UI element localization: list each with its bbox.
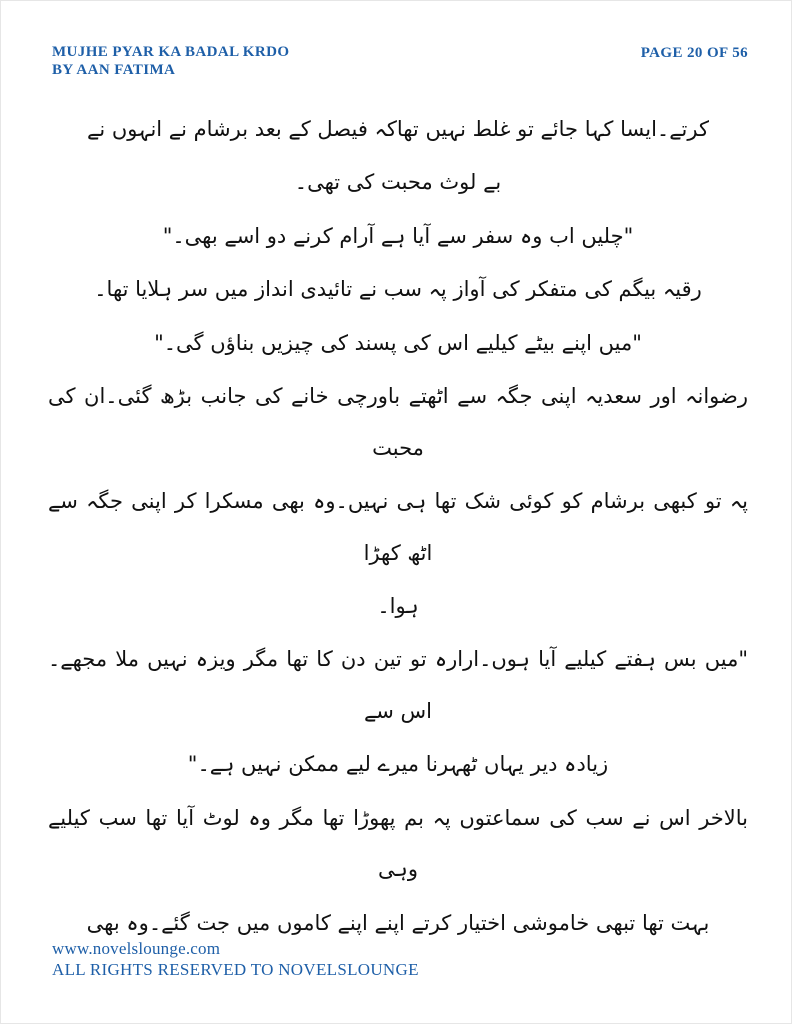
- body-paragraph: بہت تھا تبھی خاموشی اختیار کرتے اپنے اپنے کاموں میں جت گئے۔وہ بھی: [86, 910, 710, 935]
- body-paragraph: رقیہ بیگم کی متفکر کی آواز پہ سب نے تائیدی انداز میں سر ہلایا تھا۔: [94, 277, 702, 302]
- website-link[interactable]: www.novelslounge.com: [52, 938, 221, 958]
- body-paragraph: بے لوث محبت کی تھی۔: [294, 170, 502, 195]
- page-footer: [52, 938, 419, 981]
- body-paragraph: زیادہ دیر یہاں ٹھہرنا میرے لیے ممکن نہیں ہے۔": [187, 752, 609, 777]
- page-indicator: PAGE 20 OF 56: [640, 45, 748, 61]
- rights-notice: ALL RIGHTS RESERVED TO NOVELSLOUNGE: [52, 959, 419, 979]
- body-paragraph: ہوا۔: [377, 593, 419, 618]
- page-body: [48, 104, 748, 951]
- book-author: BY AAN FATIMA: [52, 61, 176, 78]
- body-paragraph: کرتے۔ایسا کہا جائے تو غلط نہیں تھاکہ فیصل کے بعد برشام نے انہوں نے: [87, 117, 709, 141]
- body-paragraph: بالاخر اس نے سب کی سماعتوں پہ بم پھوڑا تھا مگر وہ لوٹ آیا تھا سب کیلیے وہی: [48, 805, 748, 882]
- body-paragraph: "میں بس ہفتے کیلیے آیا ہوں۔ارارہ تو تین دن کا تھا مگر ویزہ نہیں ملا مجھے۔اس سے: [48, 647, 748, 723]
- header-title-block: [52, 44, 289, 79]
- body-paragraph: پہ تو کبھی برشام کو کوئی شک تھا ہی نہیں۔وہ بھی مسکرا کر اپنی جگہ سے اٹھ کھڑا: [48, 489, 748, 565]
- body-paragraph: رضوانہ اور سعدیہ اپنی جگہ سے اٹھتے باورچی خانے کی جانب بڑھ گئی۔ان کی محبت: [48, 384, 748, 460]
- book-title: MUJHE PYAR KA BADAL KRDO: [52, 44, 290, 60]
- page-header: [52, 44, 748, 79]
- body-paragraph: "چلیں اب وہ سفر سے آیا ہے آرام کرنے دو اسے بھی۔": [162, 223, 634, 248]
- body-paragraph: "میں اپنے بیٹے کیلیے اس کی پسند کی چیزیں بناؤں گی۔": [154, 330, 642, 355]
